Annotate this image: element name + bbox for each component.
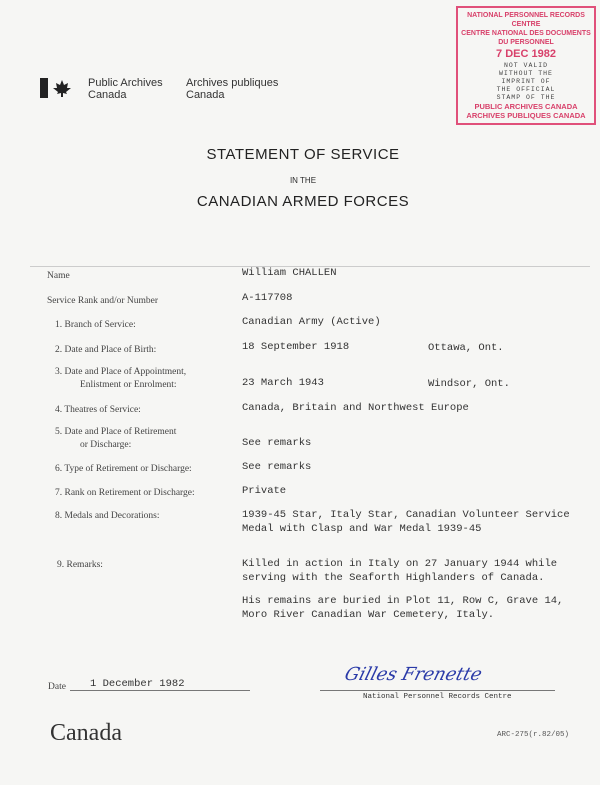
- rank-discharge-label: 7. Rank on Retirement or Discharge:: [55, 488, 195, 498]
- theatres-value: Canada, Britain and Northwest Europe: [242, 402, 469, 414]
- stamp-text: CENTRE: [511, 21, 541, 28]
- branch-value: Canadian Army (Active): [242, 316, 381, 328]
- enlistment-date-value: 23 March 1943: [242, 377, 324, 389]
- enlistment-label: Enlistment or Enrolment:: [80, 380, 177, 390]
- stamp-text: PUBLIC ARCHIVES CANADA: [474, 102, 578, 111]
- discharge-type-label: 6. Type of Retirement or Discharge:: [55, 464, 192, 474]
- birth-label: 2. Date and Place of Birth:: [55, 345, 157, 355]
- medals-value: 1939-45 Star, Italy Star, Canadian Volunteer Service: [242, 509, 570, 521]
- stamp-text: DU PERSONNEL: [498, 39, 554, 46]
- document-subtitle: IN THE: [289, 176, 317, 185]
- retirement-label: 5. Date and Place of Retirement: [55, 427, 177, 437]
- rank-value: A-117708: [242, 292, 293, 304]
- date-value: 1 December 1982: [90, 678, 185, 690]
- org-en-line: Public Archives: [88, 77, 163, 89]
- remarks-value: Moro River Canadian War Cemetery, Italy.: [242, 609, 495, 621]
- stamp-notice: STAMP OF THE: [496, 94, 556, 101]
- remarks-label: 9. Remarks:: [57, 560, 103, 570]
- org-en-line: Canada: [88, 89, 127, 101]
- name-value: William CHALLEN: [242, 267, 337, 279]
- stamp-text: ARCHIVES PUBLIQUES CANADA: [466, 111, 586, 120]
- theatres-label: 4. Theatres of Service:: [55, 405, 141, 415]
- medals-value: Medal with Clasp and War Medal 1939-45: [242, 523, 482, 535]
- enlistment-place-value: Windsor, Ont.: [428, 378, 510, 390]
- name-label: Name: [47, 271, 70, 281]
- stamp-notice-block: [458, 62, 594, 102]
- branch-label: 1. Branch of Service:: [55, 320, 136, 330]
- signatory-title: National Personnel Records Centre: [363, 693, 512, 701]
- canada-wordmark: Canada: [50, 720, 122, 746]
- remarks-value: Killed in action in Italy on 27 January 1944 while: [242, 558, 558, 570]
- form-number: ARC-275(r.82/05): [497, 731, 570, 739]
- date-line: [70, 690, 250, 691]
- stamp-notice: THE OFFICIAL: [496, 86, 556, 93]
- stamp-text: NATIONAL PERSONNEL RECORDS: [467, 12, 585, 19]
- rank-discharge-value: Private: [242, 485, 287, 497]
- official-stamp: [456, 6, 596, 125]
- signature-line: [320, 690, 555, 691]
- date-label: Date: [48, 682, 66, 692]
- document-title: STATEMENT OF SERVICE: [206, 146, 400, 163]
- stamp-text: CENTRE NATIONAL DES DOCUMENTS: [461, 30, 591, 37]
- remarks-value: His remains are buried in Plot 11, Row C, Grave 14,: [242, 595, 564, 607]
- stamp-notice: NOT VALID: [503, 62, 549, 69]
- signature: Gilles Frenette: [342, 664, 485, 685]
- retirement-label: or Discharge:: [80, 440, 132, 450]
- remarks-value: serving with the Seaforth Highlanders of Canada.: [242, 572, 545, 584]
- org-fr-line: Canada: [186, 89, 225, 101]
- discharge-type-value: See remarks: [242, 461, 312, 473]
- medals-label: 8. Medals and Decorations:: [55, 511, 160, 521]
- stamp-date: 7 DEC 1982: [496, 48, 556, 60]
- birth-date-value: 18 September 1918: [242, 341, 350, 353]
- rank-label: Service Rank and/or Number: [47, 296, 159, 306]
- government-flag-logo: [40, 78, 76, 98]
- birth-place-value: Ottawa, Ont.: [428, 342, 504, 354]
- org-name-en: [88, 77, 163, 101]
- stamp-notice: IMPRINT OF: [501, 78, 551, 85]
- document-title-forces: CANADIAN ARMED FORCES: [196, 193, 410, 210]
- retirement-value: See remarks: [242, 437, 312, 449]
- stamp-notice: WITHOUT THE: [499, 70, 553, 77]
- org-name-fr: [186, 77, 278, 101]
- org-fr-line: Archives publiques: [186, 77, 279, 89]
- enlistment-label: 3. Date and Place of Appointment,: [55, 367, 187, 377]
